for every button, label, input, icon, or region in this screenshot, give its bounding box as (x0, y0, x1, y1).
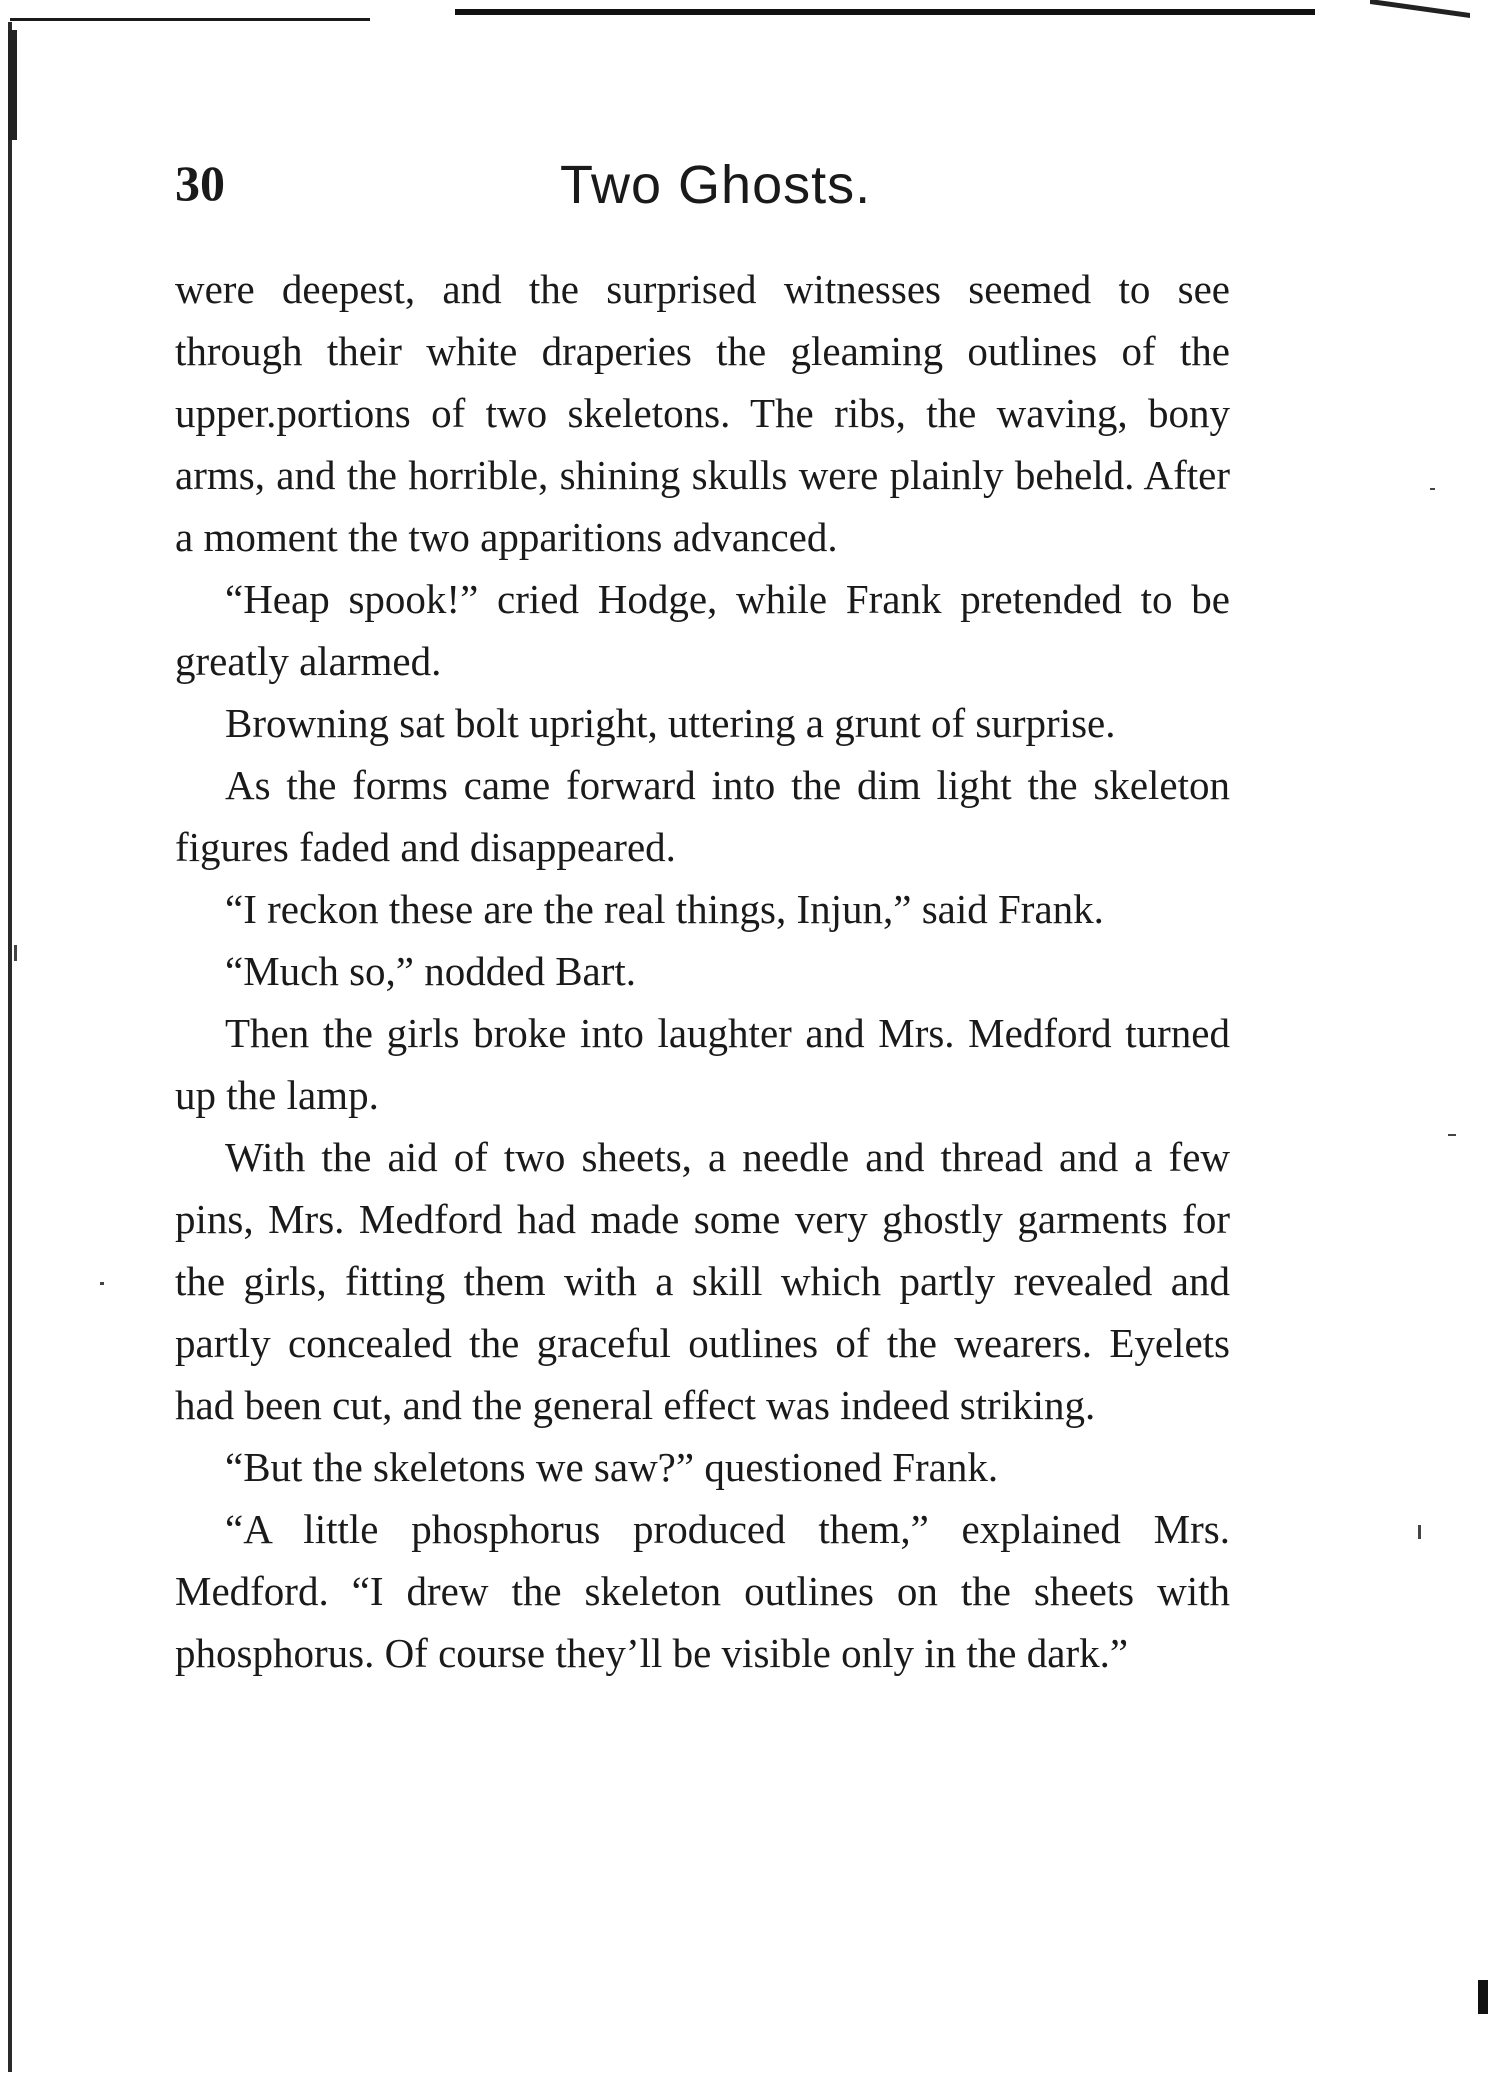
paragraph: “Heap spook!” cried Hodge, while Frank pretended to be greatly alarmed. (175, 576, 1230, 684)
paragraph: Browning sat bolt upright, uttering a grunt of surprise. (225, 700, 1116, 746)
paragraph: “Much so,” nodded Bart. (225, 948, 637, 994)
paragraph: “But the skeletons we saw?” questioned Frank. (225, 1444, 999, 1490)
scan-edge-left-binding (8, 30, 17, 140)
paragraph: “I reckon these are the real things, Injun,” said Frank. (225, 886, 1104, 932)
scan-speck (1430, 488, 1435, 490)
scan-speck (1448, 1134, 1456, 1136)
paragraph: were deepest, and the surprised witnesses seemed to see through their white draperies the gleaming outlines of the upper.portions of two skeletons. The ribs, the waving, bony arms, and the horrible, shining skulls were plainly beheld. After a moment the two apparitions advanced. (175, 266, 1230, 560)
paragraph: With the aid of two sheets, a needle and thread and a few pins, Mrs. Medford had made some very ghostly garments for the girls, fitting them with a skill which partly revealed and partly concealed the graceful outlines of the wearers. Eyelets had been cut, and the general effect was indeed striking. (175, 1134, 1230, 1428)
scan-edge-left (8, 22, 12, 2072)
paragraph: As the forms came forward into the dim light the skeleton figures faded and disappeared. (175, 762, 1230, 870)
running-title: Two Ghosts. (560, 155, 872, 215)
scan-edge-top-left (10, 18, 370, 21)
paragraph: Then the girls broke into laughter and Mrs. Medford turned up the lamp. (175, 1010, 1230, 1118)
paragraph: “A little phosphorus produced them,” explained Mrs. Medford. “I drew the skeleton outlines on the sheets with phosphorus. Of course they’ll be visible only in the dark.” (175, 1506, 1230, 1676)
body-text (175, 258, 1230, 1684)
scan-mark-right (1478, 1980, 1488, 2014)
scan-edge-top-right (455, 9, 1315, 15)
scan-edge-top-tail (1370, 0, 1470, 18)
scan-speck (1418, 1525, 1421, 1539)
scan-speck (100, 1282, 104, 1285)
scan-speck (14, 945, 17, 961)
page-number: 30 (175, 155, 225, 211)
